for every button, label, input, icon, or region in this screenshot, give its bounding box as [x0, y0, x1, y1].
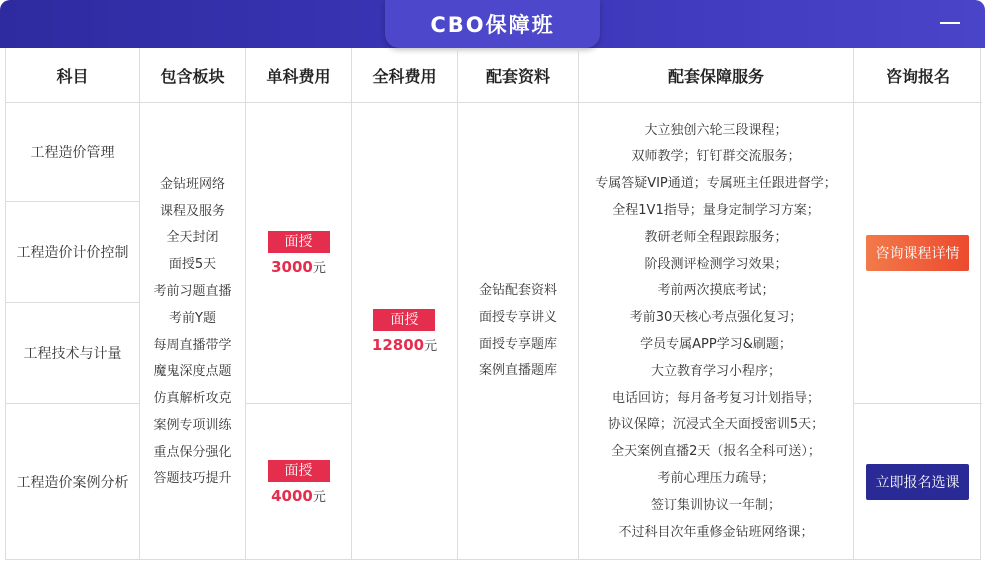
list-item: 案例直播题库 — [478, 363, 557, 379]
list-item: 面授5天 — [168, 257, 217, 273]
course-table — [5, 48, 981, 560]
price-amount: 12800 — [371, 336, 425, 354]
price-unit: 元 — [424, 339, 438, 354]
consult-course-button[interactable]: 咨询课程详情 — [866, 235, 969, 271]
list-item: 答题技巧提升 — [153, 471, 232, 487]
services-list — [579, 117, 853, 547]
single-fee-bottom — [246, 404, 351, 560]
list-item: 全程1V1指导；量身定制学习方案； — [612, 203, 820, 219]
price-unit: 元 — [312, 489, 326, 505]
list-item: 仿真解析攻克 — [153, 391, 232, 407]
list-item: 考前习题直播 — [153, 283, 232, 299]
enroll-button[interactable]: 立即报名选课 — [866, 464, 969, 500]
list-item: 教研老师全程跟踪服务； — [644, 229, 788, 245]
list-item: 金钻配套资料 — [478, 282, 557, 298]
badge-face-to-face: 面授 — [268, 460, 330, 482]
list-item: 考前心理压力疏导； — [657, 470, 775, 486]
price-amount: 3000 — [271, 257, 313, 276]
title-tab — [385, 0, 600, 48]
price-amount: 4000 — [271, 486, 313, 505]
header-materials: 配套资料 — [485, 66, 550, 86]
list-item: 考前Y题 — [169, 310, 216, 326]
list-item: 大立独创六轮三段课程； — [644, 122, 788, 138]
list-item: 协议保障；沉浸式全天面授密训5天； — [607, 417, 825, 433]
list-item: 魔鬼深度点题 — [153, 364, 232, 380]
minus-icon[interactable] — [939, 14, 961, 34]
list-item: 课程及服务 — [159, 203, 225, 219]
badge-face-to-face: 面授 — [268, 231, 330, 253]
list-item: 全天封闭 — [166, 230, 219, 246]
page-title: CBO保障班 — [430, 13, 555, 37]
list-item: 面授专享讲义 — [478, 309, 557, 325]
subject-cost-control: 工程造价计价控制 — [16, 245, 129, 261]
list-item: 重点保分强化 — [153, 444, 232, 460]
header-enroll: 咨询报名 — [885, 66, 950, 86]
subject-cost-management: 工程造价管理 — [30, 145, 115, 161]
list-item: 考前30天核心考点强化复习； — [629, 310, 803, 326]
header-services: 配套保障服务 — [667, 66, 764, 86]
full-fee — [352, 103, 457, 560]
list-item: 面授专享题库 — [478, 336, 557, 352]
single-fee-top — [246, 103, 351, 403]
list-item: 不过科目次年重修金钻班网络课； — [618, 524, 814, 540]
list-item: 电话回访；每月备考复习计划指导； — [611, 390, 820, 406]
list-item: 每周直播带学 — [153, 337, 232, 353]
modules-list — [140, 170, 245, 495]
list-item: 大立教育学习小程序； — [650, 363, 781, 379]
list-item: 阶段测评检测学习效果； — [644, 256, 788, 272]
header-bar — [0, 0, 985, 48]
list-item: 金钻班网络 — [159, 176, 225, 192]
price-unit: 元 — [312, 260, 326, 276]
header-modules: 包含板块 — [160, 66, 225, 86]
badge-face-to-face: 面授 — [373, 309, 435, 331]
list-item: 双师教学；钉钉群交流服务； — [631, 149, 801, 165]
list-item: 考前两次摸底考试； — [657, 283, 775, 299]
header-single-fee: 单科费用 — [266, 66, 331, 86]
header-full-fee: 全科费用 — [372, 66, 437, 86]
list-item: 专属答疑VIP通道；专属班主任跟进督学； — [595, 176, 837, 192]
subject-case-analysis: 工程造价案例分析 — [16, 475, 129, 491]
list-item: 全天案例直播2天（报名全科可送）； — [611, 444, 821, 460]
list-item: 案例专项训练 — [153, 417, 232, 433]
materials-list — [458, 103, 578, 560]
list-item: 学员专属APP学习&刷题； — [640, 337, 792, 352]
list-item: 签订集训协议一年制； — [650, 497, 781, 513]
header-subject: 科目 — [56, 66, 89, 86]
subject-tech-measurement: 工程技术与计量 — [23, 346, 122, 362]
